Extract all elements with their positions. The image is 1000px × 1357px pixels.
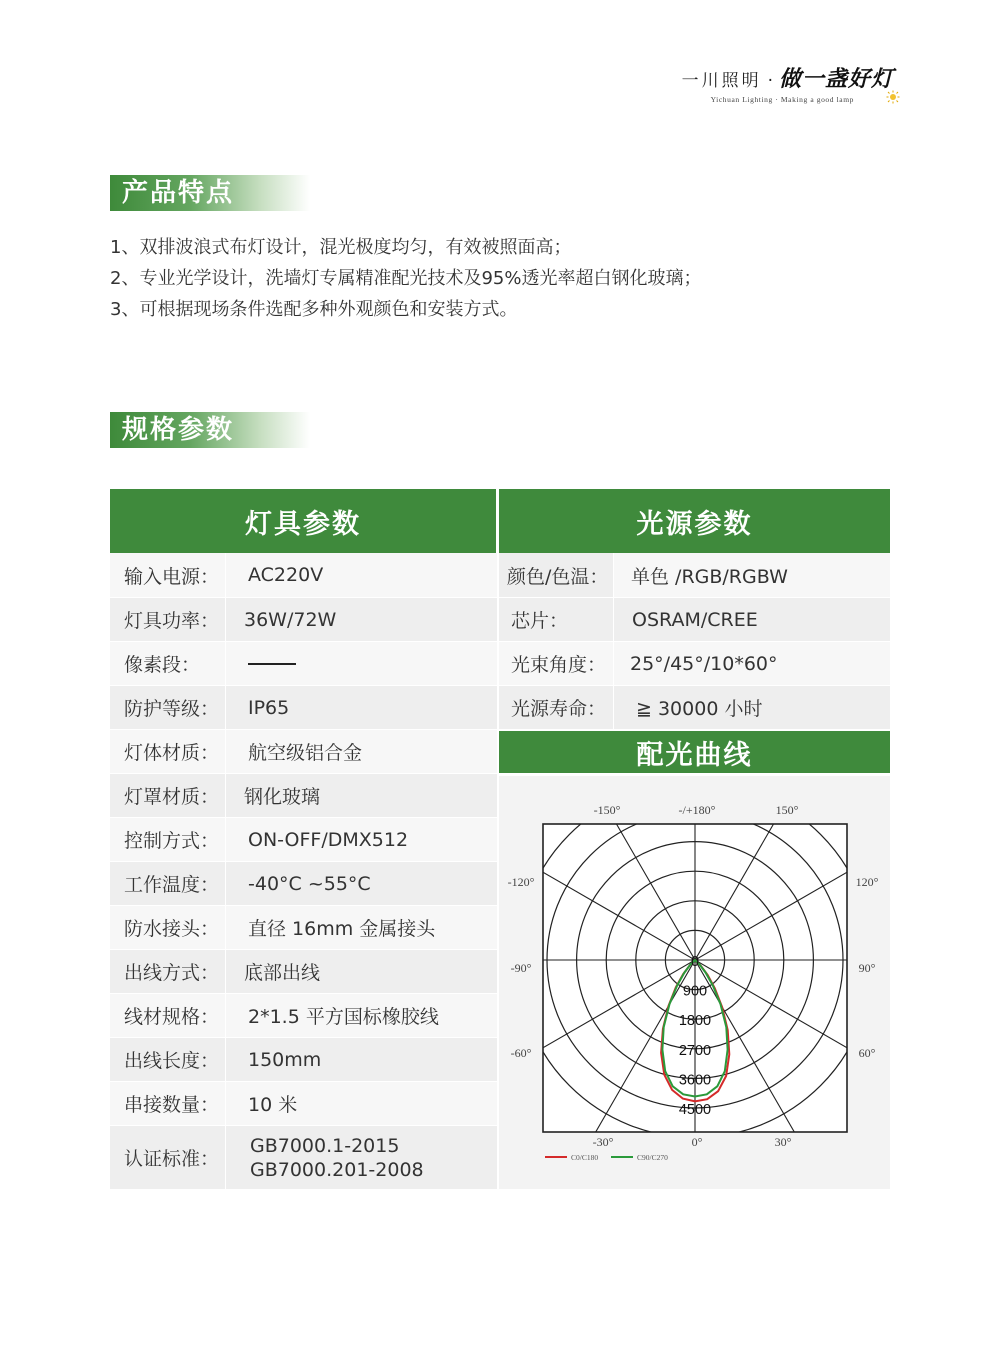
source-value: 25°/45°/10*60° — [614, 642, 890, 685]
fixture-label: 出线长度： — [110, 1038, 225, 1081]
angle-label: 120° — [855, 875, 879, 889]
radial-tick-label: 2700 — [678, 1042, 712, 1059]
brand-dot: · — [767, 71, 773, 91]
fixture-row — [110, 818, 497, 861]
cert-value: GB7000.201-2008 — [250, 1158, 424, 1181]
fixture-row — [110, 774, 497, 817]
radial-tick-label: 0 — [690, 954, 700, 970]
fixture-label: 串接数量： — [110, 1082, 225, 1125]
fixture-label: 像素段： — [110, 642, 225, 685]
fixture-label: 出线方式： — [110, 950, 225, 993]
cert-label: 认证标准： — [110, 1126, 225, 1189]
fixture-label: 工作温度： — [110, 862, 225, 905]
fixture-params-header: 灯具参数 — [110, 489, 496, 553]
cert-values — [226, 1126, 497, 1189]
fixture-value: IP65 — [226, 686, 497, 729]
angle-label: 0° — [691, 1135, 703, 1149]
fixture-row — [110, 686, 497, 729]
fixture-row — [110, 598, 497, 641]
angle-label: -120° — [507, 875, 535, 889]
fixture-row-cert — [110, 1126, 497, 1189]
source-row — [499, 686, 890, 729]
cert-value: GB7000.1-2015 — [250, 1134, 400, 1157]
radial-tick-label: 1800 — [678, 1013, 712, 1030]
fixture-value: 10 米 — [226, 1082, 497, 1125]
fixture-value: 150mm — [226, 1038, 497, 1081]
fixture-row — [110, 862, 497, 905]
fixture-label: 线材规格： — [110, 994, 225, 1037]
fixture-row — [110, 1082, 497, 1125]
fixture-value: -40°C ~55°C — [226, 862, 497, 905]
source-label: 光束角度： — [499, 642, 613, 685]
source-value: OSRAM/CREE — [614, 598, 890, 641]
angle-label: -30° — [592, 1135, 614, 1149]
source-row — [499, 642, 890, 685]
fixture-value: AC220V — [226, 553, 497, 597]
fixture-row — [110, 642, 497, 685]
source-value: 单色 /RGB/RGBW — [614, 553, 890, 597]
fixture-value — [226, 642, 497, 685]
fixture-row — [110, 906, 497, 949]
spec-table — [110, 489, 890, 1189]
radial-tick-label: 900 — [682, 983, 708, 1000]
fixture-label: 输入电源： — [110, 553, 225, 597]
fixture-label: 控制方式： — [110, 818, 225, 861]
angle-label: 90° — [858, 961, 876, 975]
features-title: 产品特点 — [110, 175, 310, 211]
fixture-value: 航空级铝合金 — [226, 730, 497, 773]
fixture-value: 36W/72W — [226, 598, 497, 641]
angle-label: 150° — [775, 803, 799, 817]
specs-title: 规格参数 — [110, 412, 310, 448]
angle-label: -/+180° — [678, 803, 716, 817]
fixture-label: 灯体材质： — [110, 730, 225, 773]
fixture-value: 底部出线 — [226, 950, 497, 993]
dash-line — [248, 663, 296, 665]
light-curve-header: 配光曲线 — [499, 731, 890, 773]
fixture-row — [110, 950, 497, 993]
radial-tick-label: 3600 — [678, 1072, 712, 1089]
brand-header — [682, 62, 894, 104]
fixture-value: 2*1.5 平方国标橡胶线 — [226, 994, 497, 1037]
source-label: 光源寿命： — [499, 686, 613, 729]
source-row — [499, 598, 890, 641]
angle-label: -60° — [510, 1046, 532, 1060]
brand-slogan: 做一盏好灯 — [778, 66, 894, 92]
fixture-row — [110, 553, 497, 597]
source-params-header: 光源参数 — [499, 489, 890, 553]
brand-subtitle: Yichuan Lighting · Making a good lamp — [710, 95, 854, 104]
fixture-row — [110, 1038, 497, 1081]
source-label: 芯片： — [499, 598, 613, 641]
fixture-label: 灯具功率： — [110, 598, 225, 641]
feature-item: 1、双排波浪式布灯设计，混光极度均匀，有效被照面高； — [110, 237, 572, 258]
brand-name: 一川照明 — [681, 71, 762, 91]
fixture-value: 钢化玻璃 — [226, 774, 497, 817]
bulb-icon — [886, 90, 900, 104]
source-label: 颜色/色温： — [499, 553, 613, 597]
fixture-row — [110, 994, 497, 1037]
angle-label: -150° — [593, 803, 621, 817]
fixture-value: 直径 16mm 金属接头 — [226, 906, 497, 949]
features-list — [110, 232, 890, 325]
fixture-label: 防护等级： — [110, 686, 225, 729]
angle-label: 60° — [858, 1046, 876, 1060]
light-distribution-chart-panel — [499, 776, 890, 1189]
fixture-label: 防水接头： — [110, 906, 225, 949]
legend-label: C90/C270 — [637, 1153, 668, 1162]
legend-label: C0/C180 — [571, 1153, 599, 1162]
radial-tick-label: 4500 — [678, 1102, 712, 1118]
fixture-row — [110, 730, 497, 773]
source-value: ≧ 30000 小时 — [614, 686, 890, 729]
fixture-value: ON-OFF/DMX512 — [226, 818, 497, 861]
fixture-label: 灯罩材质： — [110, 774, 225, 817]
angle-label: 30° — [774, 1135, 792, 1149]
feature-item: 2、专业光学设计，洗墙灯专属精准配光技术及95%透光率超白钢化玻璃； — [110, 268, 702, 289]
source-row — [499, 553, 890, 597]
light-distribution-chart — [499, 776, 890, 1189]
feature-item: 3、可根据现场条件选配多种外观颜色和安装方式。 — [110, 299, 518, 320]
angle-label: -90° — [510, 961, 532, 975]
